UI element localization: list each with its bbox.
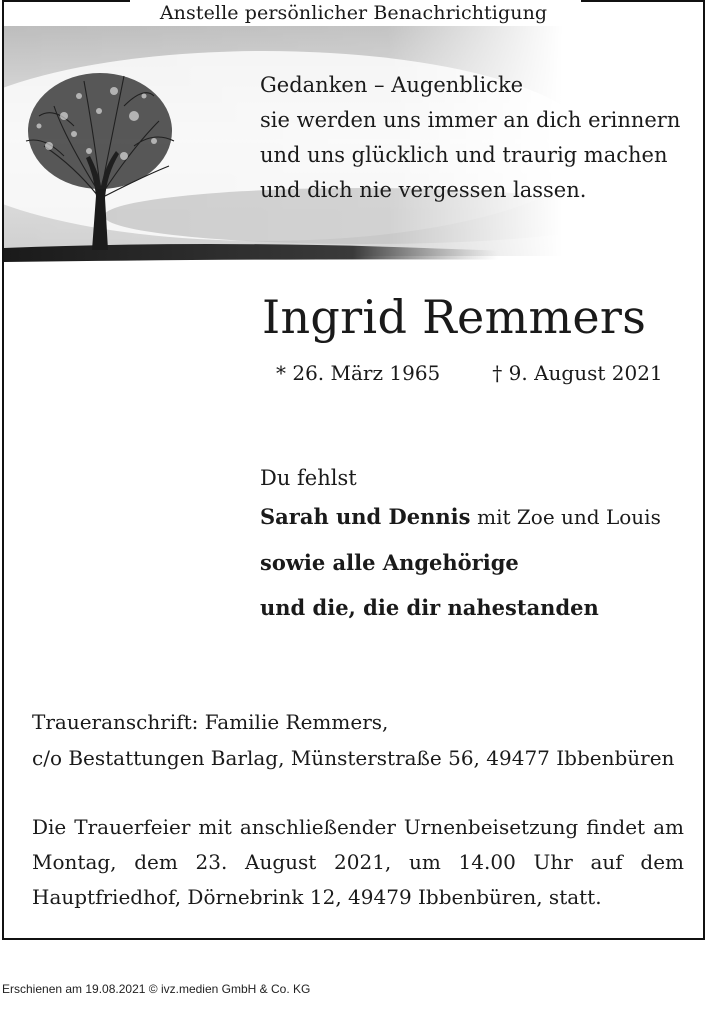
poem-line: und dich nie vergessen lassen.: [260, 178, 587, 202]
poem-line: und uns glücklich und traurig machen: [260, 143, 668, 167]
poem-line: sie werden uns immer an dich erinnern: [260, 108, 681, 132]
signoff-names-rest: mit Zoe und Louis: [477, 505, 661, 529]
signoff-line-3: und die, die dir nahestanden: [260, 595, 599, 620]
address-line: Traueranschrift: Familie Remmers,: [32, 710, 389, 734]
obituary-frame: [2, 0, 705, 940]
poem: [260, 68, 680, 208]
ceremony-details: Die Trauerfeier mit anschließender Urnenbeisetzung findet am Montag, dem 23. August 2021, um 14.00 Uhr auf dem Hauptfriedhof, Dörnebrink 12, 49479 Ibbenbüren, statt.: [32, 815, 684, 909]
address-line: c/o Bestattungen Barlag, Münsterstraße 56, 49477 Ibbenbüren: [32, 746, 675, 770]
signoff-intro: Du fehlst: [260, 466, 357, 490]
life-dates: [276, 358, 663, 388]
deceased-name: Ingrid Remmers: [262, 290, 647, 344]
signoff-names: Sarah und Dennis: [260, 504, 471, 529]
death-date: † 9. August 2021: [492, 361, 663, 385]
poem-line: Gedanken – Augenblicke: [260, 73, 524, 97]
signoff-line-2: sowie alle Angehörige: [260, 550, 519, 575]
mourners-signoff: [260, 462, 661, 630]
birth-date: * 26. März 1965: [276, 361, 441, 385]
mourning-address: [32, 704, 674, 776]
publication-footer: Erschienen am 19.08.2021 © ivz.medien GmbH & Co. KG: [2, 982, 311, 996]
notice-header: Anstelle persönlicher Benachrichtigung: [159, 2, 548, 24]
signoff-line-1: [260, 494, 661, 540]
